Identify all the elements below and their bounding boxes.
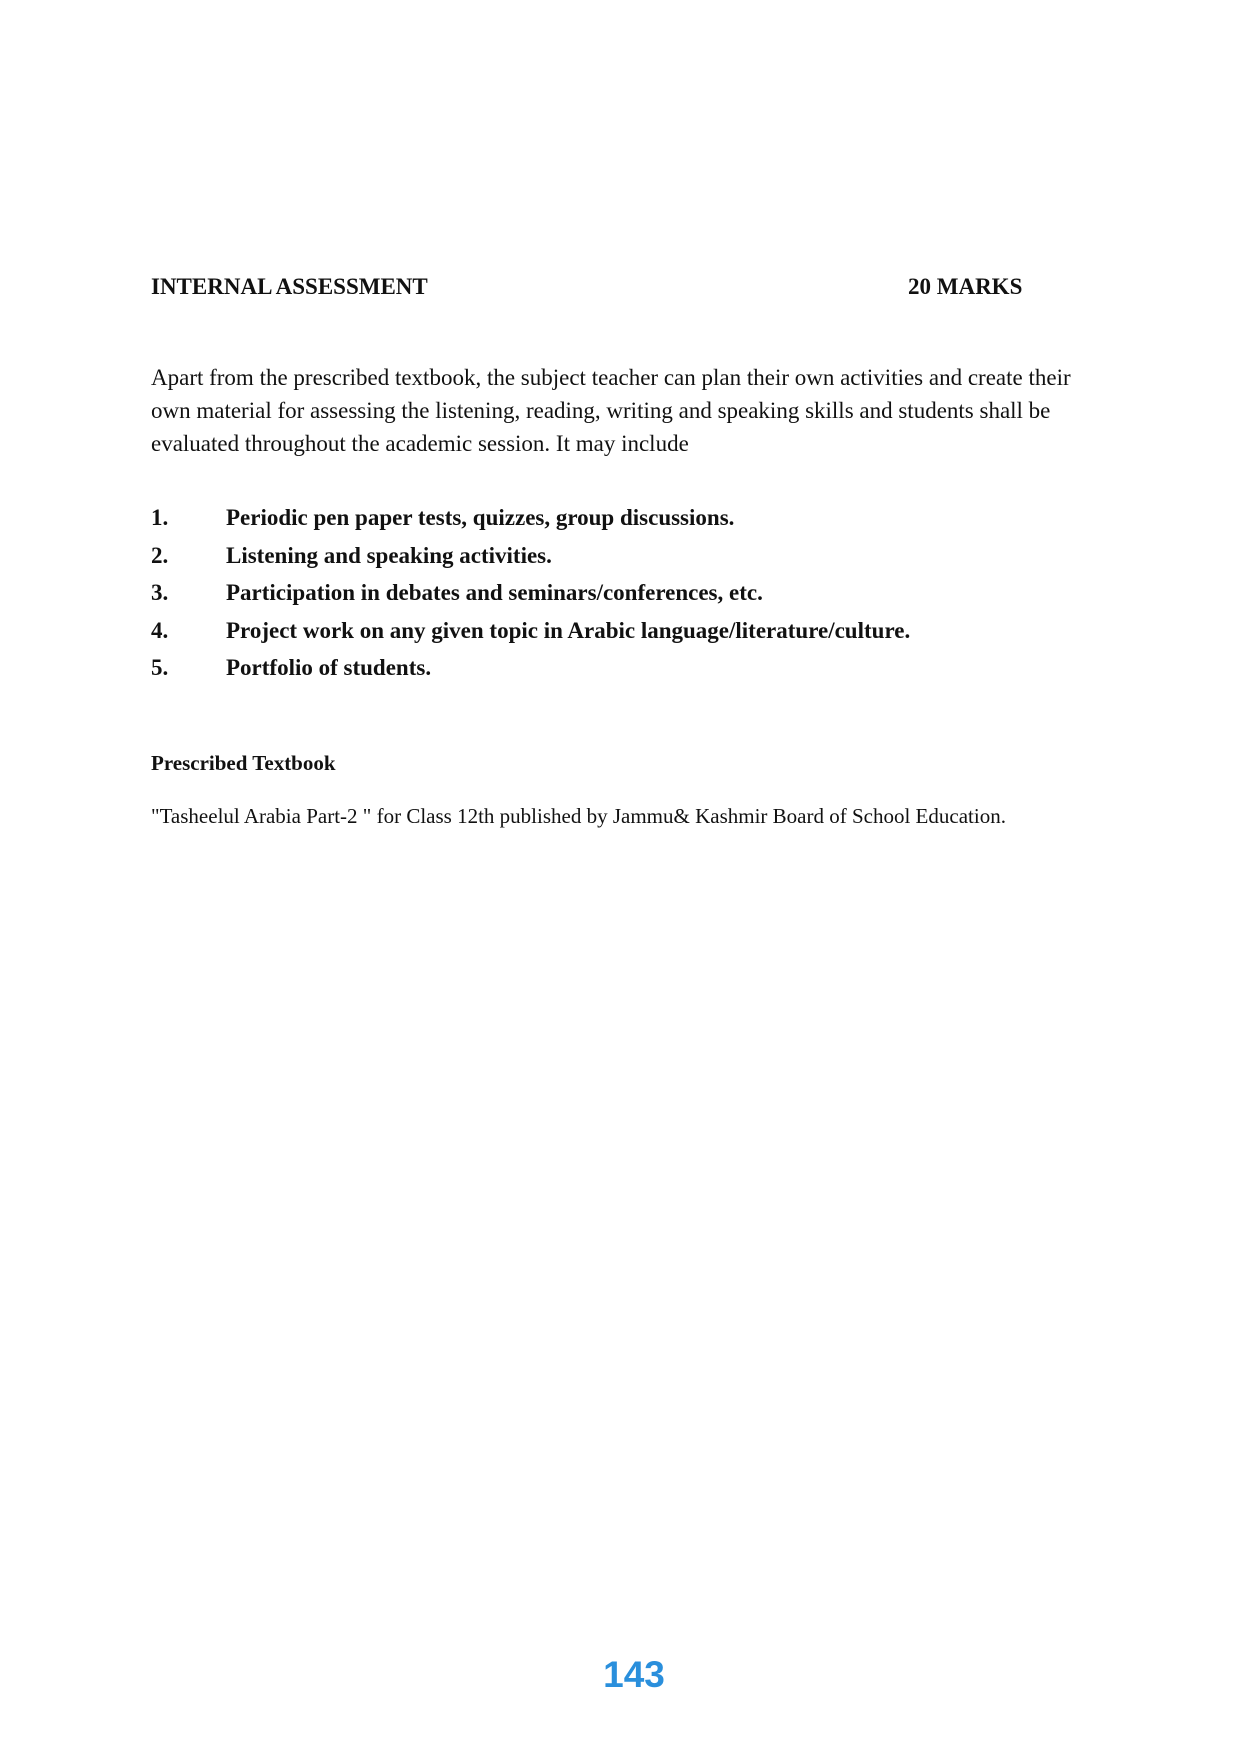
intro-paragraph: Apart from the prescribed textbook, the subject teacher can plan their own activities and create their own material for assessing the listening, reading, writing and speaking skills and students shall be evaluated throughout the academic session. It may include: [151, 365, 1071, 456]
list-item-text: Listening and speaking activities.: [226, 542, 552, 568]
section-marks: 20 MARKS: [908, 274, 1023, 299]
list-item-text: Portfolio of students.: [226, 655, 432, 680]
textbook-heading: Prescribed Textbook: [151, 751, 336, 775]
list-item-number: 3.: [151, 580, 169, 605]
page-number: 143: [603, 1654, 665, 1695]
section-title: INTERNAL ASSESSMENT: [151, 274, 428, 299]
list-item: [151, 574, 1131, 612]
section-heading: [151, 270, 1031, 304]
list-item: [151, 537, 1131, 575]
list-item: [151, 499, 1131, 537]
activities-list: [151, 499, 1131, 687]
textbook-description: "Tasheelul Arabia Part-2 " for Class 12th published by Jammu& Kashmir Board of School Education.: [151, 804, 1006, 828]
list-item-number: 1.: [151, 505, 169, 530]
list-item-number: 2.: [151, 542, 169, 568]
list-item-text: Periodic pen paper tests, quizzes, group discussions.: [226, 505, 735, 530]
list-item: [151, 612, 1131, 650]
list-item-number: 5.: [151, 655, 169, 680]
list-item-text: Participation in debates and seminars/conferences, etc.: [226, 580, 763, 605]
list-item-text: Project work on any given topic in Arabic language/literature/culture.: [226, 617, 911, 643]
list-item-number: 4.: [151, 617, 169, 643]
list-item: [151, 649, 1131, 687]
